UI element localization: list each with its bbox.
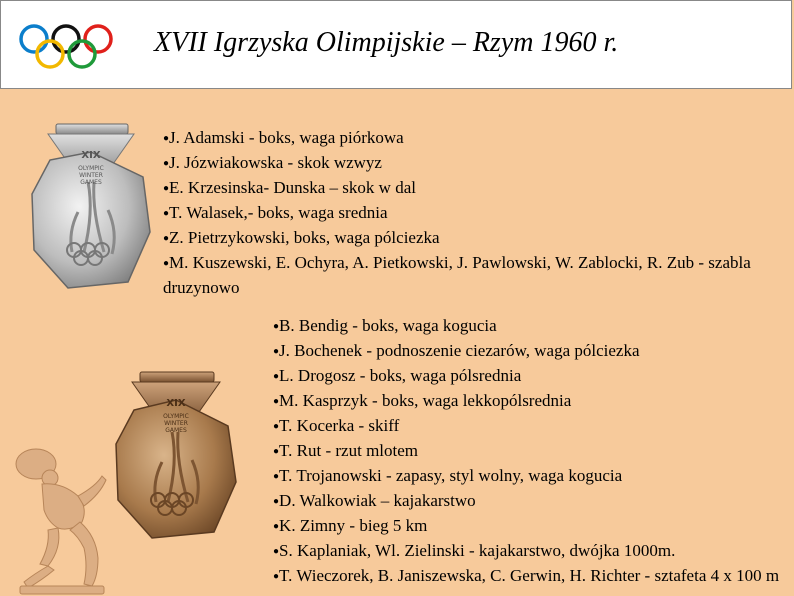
list-item: ●J. Bochenek - podnoszenie ciezarów, waga pólciezka (273, 341, 640, 360)
bronze-medal-winners-list (273, 314, 788, 589)
svg-text:GAMES: GAMES (165, 427, 187, 434)
svg-text:OLYMPIC: OLYMPIC (78, 165, 104, 172)
page-title: XVII Igrzyska Olimpijskie – Rzym 1960 r. (154, 27, 619, 58)
list-item: ●B. Bendig - boks, waga kogucia (273, 316, 497, 335)
svg-text:GAMES: GAMES (80, 179, 102, 186)
svg-text:WINTER: WINTER (164, 420, 188, 427)
svg-text:XIX: XIX (166, 398, 186, 409)
svg-text:WINTER: WINTER (79, 172, 103, 179)
silver-medal-winners-list (163, 126, 788, 300)
list-item: ●D. Walkowiak – kajakarstwo (273, 491, 476, 510)
list-item: ●Z. Pietrzykowski, boks, waga pólciezka (163, 228, 440, 247)
list-item: ●T. Kocerka - skiff (273, 416, 400, 435)
silver-medal-icon (28, 122, 154, 292)
list-item: ●S. Kaplaniak, Wl. Zielinski - kajakarstwo, dwójka 1000m. (273, 541, 676, 560)
olympic-rings-icon (17, 21, 115, 73)
list-item: ●E. Krzesinska- Dunska – skok w dal (163, 178, 416, 197)
list-item: ●T. Rut - rzut mlotem (273, 441, 419, 460)
list-item: ●T. Walasek,- boks, waga srednia (163, 203, 388, 222)
discobolus-statue-icon (0, 436, 112, 596)
title-bar (0, 0, 792, 89)
bronze-medal-icon (110, 370, 240, 542)
svg-text:XIX: XIX (81, 150, 101, 161)
list-item: ●J. Józwiakowska - skok wzwyz (163, 153, 382, 172)
list-item: ●T. Trojanowski - zapasy, styl wolny, waga kogucia (273, 466, 623, 485)
list-item: ●K. Zimny - bieg 5 km (273, 516, 428, 535)
list-item: ●T. Wieczorek, B. Janiszewska, C. Gerwin, H. Richter - sztafeta 4 x 100 m (273, 566, 780, 585)
list-item: ●M. Kasprzyk - boks, waga lekkopólsrednia (273, 391, 572, 410)
svg-text:OLYMPIC: OLYMPIC (163, 413, 189, 420)
list-item: ●J. Adamski - boks, waga piórkowa (163, 128, 404, 147)
list-item: ●L. Drogosz - boks, waga pólsrednia (273, 366, 522, 385)
list-item: ●M. Kuszewski, E. Ochyra, A. Pietkowski, J. Pawlowski, W. Zablocki, R. Zub - szabla druzynowo (163, 253, 751, 297)
